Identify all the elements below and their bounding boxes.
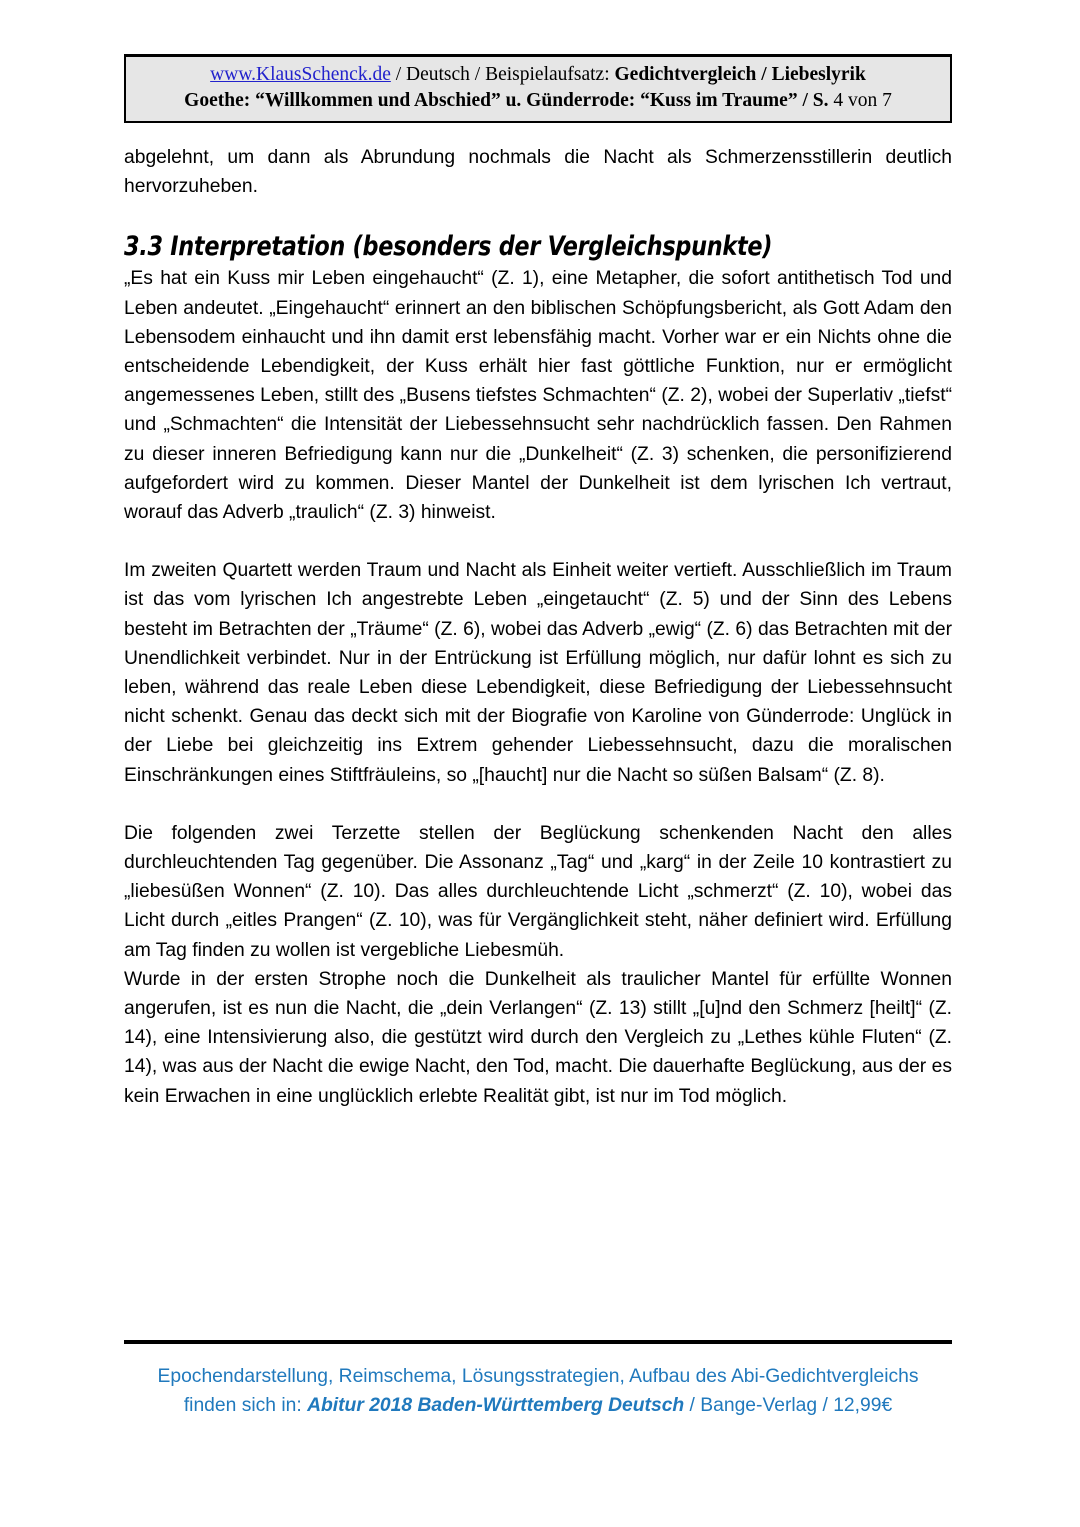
footer-book-title: Abitur 2018 Baden-Württemberg Deutsch: [307, 1395, 685, 1416]
paragraph-4: Wurde in der ersten Strophe noch die Dunkelheit als traulicher Mantel für erfüllte Wonnen angerufen, ist es nun die Nacht, die „dein Verlangen“ (Z. 13) stillt „[u]nd den Schmerz [heilt]“ (Z. 14), eine Intensivierung also, die gestützt wird durch den Vergleich zu „Lethes kühle Fluten“ (Z. 14), was aus der Nacht die ewige Nacht, den Tod, macht. Die dauerhafte Beglückung, aus der es kein Erwachen in eine unglücklich erlebte Realität gibt, ist nur im Tod möglich.: [124, 968, 952, 1107]
paragraph-2: Im zweiten Quartett werden Traum und Nacht als Einheit weiter vertieft. Ausschließlich im Traum ist das vom lyrischen Ich angestrebte Leben „eingetaucht“ (Z. 5) und der Sinn des Lebens besteht im Betrachten der „Träume“ (Z. 6), wobei das Adverb „ewig“ (Z. 6) das Betrachten mit der Unendlichkeit verbindet. Nur in der Entrückung ist Erfüllung möglich, nur dafür lohnt es sich zu leben, während das reale Leben diese Lebendigkeit, diese Befriedigung der Liebessehnsucht nicht schenkt. Genau das deckt sich mit der Biografie von Karoline von Günderrode: Unglück in der Liebe bei gleichzeitig ins Extrem gehender Liebessehnsucht, dazu die moralischen Einschränkungen eines Stiftfräuleins, so „[haucht] nur die Nacht so süßen Balsam“ (Z. 8).: [124, 560, 952, 786]
spacer-1: [124, 527, 952, 556]
footer-divider: [124, 1340, 952, 1344]
section-heading-3-3: 3.3 Interpretation (besonders der Vergleichspunkte): [124, 231, 773, 263]
footer-line-2: [124, 1391, 952, 1420]
header-topic-title: Gedichtvergleich / Liebeslyrik: [614, 64, 866, 85]
header-page-number: 4 von 7: [828, 89, 892, 111]
footer-suffix: / Bange-Verlag / 12,99€: [684, 1395, 893, 1416]
page-header-box: [124, 54, 952, 123]
intro-paragraph: abgelehnt, um dann als Abrundung nochmals die Nacht als Schmerzensstillerin deutlich hervorzuheben.: [124, 147, 952, 198]
header-line-1: [134, 62, 942, 88]
page-footer: [124, 1340, 952, 1420]
header-line-2: [134, 88, 942, 114]
paragraph-3: Die folgenden zwei Terzette stellen der Beglückung schenkenden Nacht den alles durchleuchtenden Tag gegenüber. Die Assonanz „Tag“ und „karg“ in der Zeile 10 kontrastiert zu „liebesüßen Wonnen“ (Z. 10). Das alles durchleuchtende Licht „schmerzt“ (Z. 10), wobei das Licht durch „eitles Prangen“ (Z. 10), was für Vergänglichkeit steht, näher definiert wird. Erfüllung am Tag finden zu wollen ist vergebliche Liebesmüh.: [124, 822, 952, 961]
footer-prefix: finden sich in:: [183, 1395, 308, 1416]
spacer-before-heading: [124, 201, 952, 230]
header-breadcrumb-text: / Deutsch / Beispielaufsatz:: [390, 64, 615, 85]
footer-line-1: Epochendarstellung, Reimschema, Lösungsstrategien, Aufbau des Abi-Gedichtvergleichs: [157, 1366, 919, 1387]
paragraph-1: „Es hat ein Kuss mir Leben eingehaucht“ (Z. 1), eine Metapher, die sofort antithetisch Tod und Leben andeutet. „Eingehaucht“ erinnert an den biblischen Schöpfungsbericht, als Gott Adam den Lebensodem einhaucht und ihn damit erst lebensfähig macht. Vorher war er ein Nichts ohne die entscheidende Lebendigkeit, der Kuss erhält hier fast göttliche Funktion, nur er ermöglicht angemessenes Leben, stillt des „Busens tiefstes Schmachten“ (Z. 2), wobei der Superlativ „tiefst“ und „Schmachten“ die Intensität der Liebessehnsucht sehr nachdrücklich fassen. Den Rahmen zu dieser inneren Befriedigung kann nur die „Dunkelheit“ (Z. 3) schenken, die personifizierend aufgefordert wird zu kommen. Dieser Mantel der Dunkelheit ist dem lyrischen Ich vertraut, worauf das Adverb „traulich“ (Z. 3) hinweist.: [124, 268, 952, 524]
footer-text-block: [124, 1362, 952, 1420]
header-poem-titles: Goethe: “Willkommen und Abschied” u. Günderrode: “Kuss im Traume” / S.: [184, 89, 829, 111]
document-body: [124, 143, 952, 1111]
spacer-2: [124, 790, 952, 819]
klausschenck-link[interactable]: www.KlausSchenck.de: [210, 64, 391, 85]
